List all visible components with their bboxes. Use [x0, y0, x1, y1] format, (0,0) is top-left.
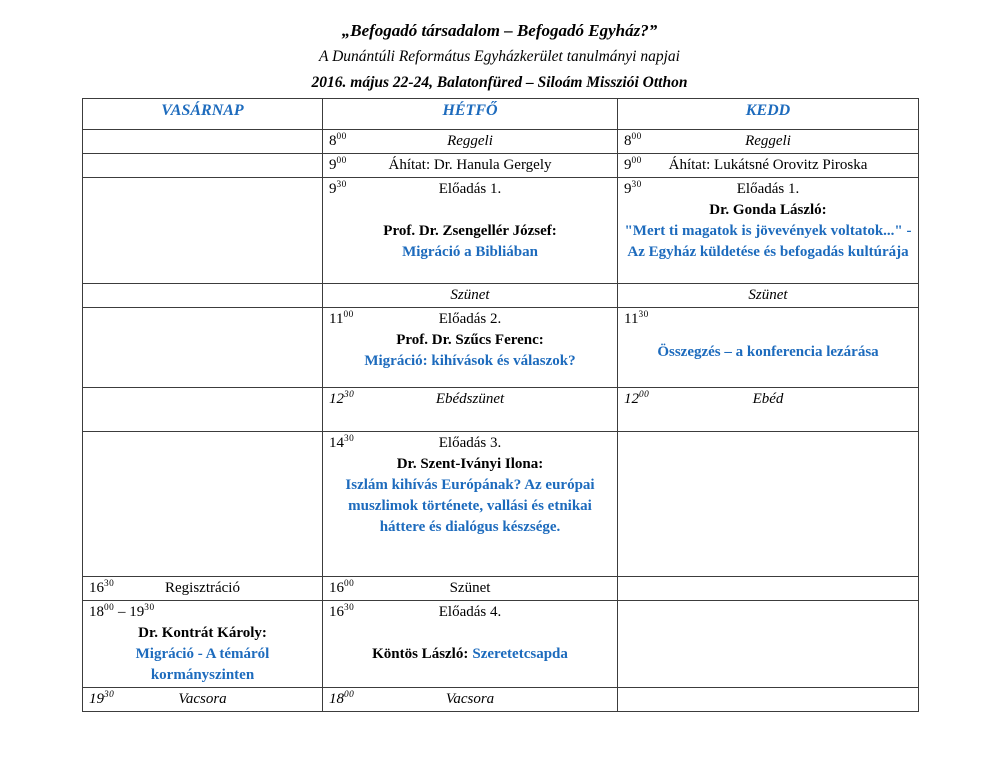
lecture-heading-line	[329, 309, 611, 330]
cell-monday-devotion	[323, 154, 618, 178]
cell-tuesday-dinner	[618, 688, 919, 712]
conference-title: „Befogadó társadalom – Befogadó Egyház?”	[341, 21, 658, 40]
cell-tuesday-evening	[618, 601, 919, 688]
cell-sunday-lecture2	[83, 308, 323, 388]
time-label: $9^{00}$	[329, 156, 347, 173]
cell-tuesday-breakfast	[618, 130, 919, 154]
header-tuesday: KEDD	[618, 99, 919, 130]
cell-tuesday-devotion	[618, 154, 919, 178]
lecture-number: Előadás 1.	[736, 181, 800, 197]
title-block	[0, 18, 999, 96]
dinner-entry	[329, 689, 611, 710]
spacer	[329, 623, 611, 644]
time-label: $16^{00}$	[329, 579, 355, 596]
cell-sunday-lunch	[83, 388, 323, 432]
activity-label: Áhítat: Lukátsné Orovitz Piroska	[668, 157, 868, 173]
lecture-heading-line	[624, 179, 912, 200]
closing-title: Összegzés – a konferencia lezárása	[657, 344, 879, 360]
lecture-title: Migráció - A témáról kormányszinten	[135, 646, 270, 683]
lecture-title: "Mert ti magatok is jövevények voltatok..." - Az Egyház küldetése és befogadás kultúrája	[624, 223, 912, 260]
activity-label: Ebéd	[752, 391, 784, 407]
dinner-entry	[89, 689, 316, 710]
cell-sunday-lecture3	[83, 432, 323, 577]
breakfast-entry	[624, 131, 912, 152]
cell-sunday-dinner	[83, 688, 323, 712]
activity-label: Ebédszünet	[435, 391, 505, 407]
cell-sunday-evening	[83, 601, 323, 688]
break-label: Szünet	[748, 287, 788, 303]
cell-tuesday-registration	[618, 577, 919, 601]
cell-monday-break1	[323, 284, 618, 308]
cell-sunday-breakfast	[83, 130, 323, 154]
cell-sunday-lecture1	[83, 178, 323, 284]
cell-sunday-registration	[83, 577, 323, 601]
row-devotion	[83, 154, 919, 178]
time-label: $11^{00}$	[329, 310, 354, 327]
lecture-speaker: Dr. Kontrát Károly:	[138, 625, 267, 641]
lecture-speaker: Dr. Szent-Iványi Ilona:	[396, 456, 544, 472]
row-lecture2	[83, 308, 919, 388]
row-lecture1	[83, 178, 919, 284]
lecture-speaker: Dr. Gonda László:	[709, 202, 827, 218]
time-label: $8^{00}$	[624, 132, 642, 149]
spacer	[624, 330, 912, 342]
lecture-heading-line	[329, 602, 611, 623]
cell-monday-breakfast	[323, 130, 618, 154]
lecture-number: Előadás 1.	[438, 181, 502, 197]
lecture-title: Szeretetcsapda	[472, 646, 568, 662]
row-break1	[83, 284, 919, 308]
time-range-line	[89, 602, 316, 623]
cell-monday-lecture2	[323, 308, 618, 388]
activity-label: Szünet	[449, 580, 491, 596]
time-label: $16^{30}$	[329, 603, 355, 620]
devotion-entry	[624, 155, 912, 176]
time-line	[624, 309, 912, 330]
cell-tuesday-lecture3	[618, 432, 919, 577]
header-monday: HÉTFŐ	[323, 99, 618, 130]
break-label: Szünet	[450, 287, 490, 303]
row-dinner	[83, 688, 919, 712]
activity-label: Vacsora	[445, 691, 495, 707]
day-header-row	[83, 99, 919, 130]
lecture-title: Migráció a Bibliában	[402, 244, 538, 260]
cell-monday-lecture1	[323, 178, 618, 284]
time-label: $11^{30}$	[624, 310, 649, 327]
cell-tuesday-break1	[618, 284, 919, 308]
breakfast-entry	[329, 131, 611, 152]
schedule-table	[82, 98, 919, 712]
activity-label: Regisztráció	[165, 580, 240, 596]
cell-monday-lecture4	[323, 601, 618, 688]
lecture-number: Előadás 4.	[438, 604, 502, 620]
cell-tuesday-lunch	[618, 388, 919, 432]
lecture-number: Előadás 3.	[438, 435, 502, 451]
time-label: $9^{30}$	[624, 180, 642, 197]
cell-monday-dinner	[323, 688, 618, 712]
conference-subtitle: A Dunántúli Református Egyházkerület tanulmányi napjai	[319, 48, 680, 65]
time-label: $8^{00}$	[329, 132, 347, 149]
conference-dateline: 2016. május 22-24, Balatonfüred – Siloám Missziói Otthon	[311, 74, 688, 91]
cell-monday-lecture3	[323, 432, 618, 577]
cell-tuesday-lecture1	[618, 178, 919, 284]
row-registration	[83, 577, 919, 601]
row-evening	[83, 601, 919, 688]
time-label: $16^{30}$	[89, 579, 115, 596]
time-range-label: $18^{00} - 19^{30}$	[89, 603, 155, 620]
activity-label: Vacsora	[178, 691, 227, 707]
lunch-entry	[624, 389, 912, 410]
devotion-entry	[329, 155, 611, 176]
lecture-speaker-title-line	[329, 644, 611, 665]
break-entry	[329, 578, 611, 599]
lecture-title: Migráció: kihívások és válaszok?	[364, 353, 576, 369]
lecture-title: Iszlám kihívás Európának? Az európai muszlimok története, vallási és etnikai háttere és dialógus készsége.	[345, 477, 595, 535]
lecture-speaker: Prof. Dr. Szűcs Ferenc:	[396, 332, 544, 348]
time-label: $9^{00}$	[624, 156, 642, 173]
time-label: $18^{00}$	[329, 690, 355, 707]
time-label: $19^{30}$	[89, 690, 115, 707]
row-lecture3	[83, 432, 919, 577]
spacer	[329, 200, 611, 221]
header-sunday: VASÁRNAP	[83, 99, 323, 130]
row-lunch	[83, 388, 919, 432]
registration-entry	[89, 578, 316, 599]
time-label: $12^{30}$	[329, 390, 355, 407]
cell-tuesday-closing	[618, 308, 919, 388]
time-label: $12^{00}$	[624, 390, 650, 407]
lecture-heading-line	[329, 179, 611, 200]
cell-sunday-devotion	[83, 154, 323, 178]
cell-monday-lunch	[323, 388, 618, 432]
lunch-entry	[329, 389, 611, 410]
lecture-number: Előadás 2.	[438, 311, 502, 327]
lecture-speaker: Köntös László:	[372, 646, 469, 662]
cell-monday-break2	[323, 577, 618, 601]
time-label: $9^{30}$	[329, 180, 347, 197]
time-label: $14^{30}$	[329, 434, 355, 451]
activity-label: Áhítat: Dr. Hanula Gergely	[388, 157, 552, 173]
lecture-heading-line	[329, 433, 611, 454]
row-breakfast	[83, 130, 919, 154]
lecture-speaker: Prof. Dr. Zsengellér József:	[383, 223, 557, 239]
activity-label: Reggeli	[745, 133, 791, 149]
activity-label: Reggeli	[447, 133, 493, 149]
cell-sunday-break1	[83, 284, 323, 308]
